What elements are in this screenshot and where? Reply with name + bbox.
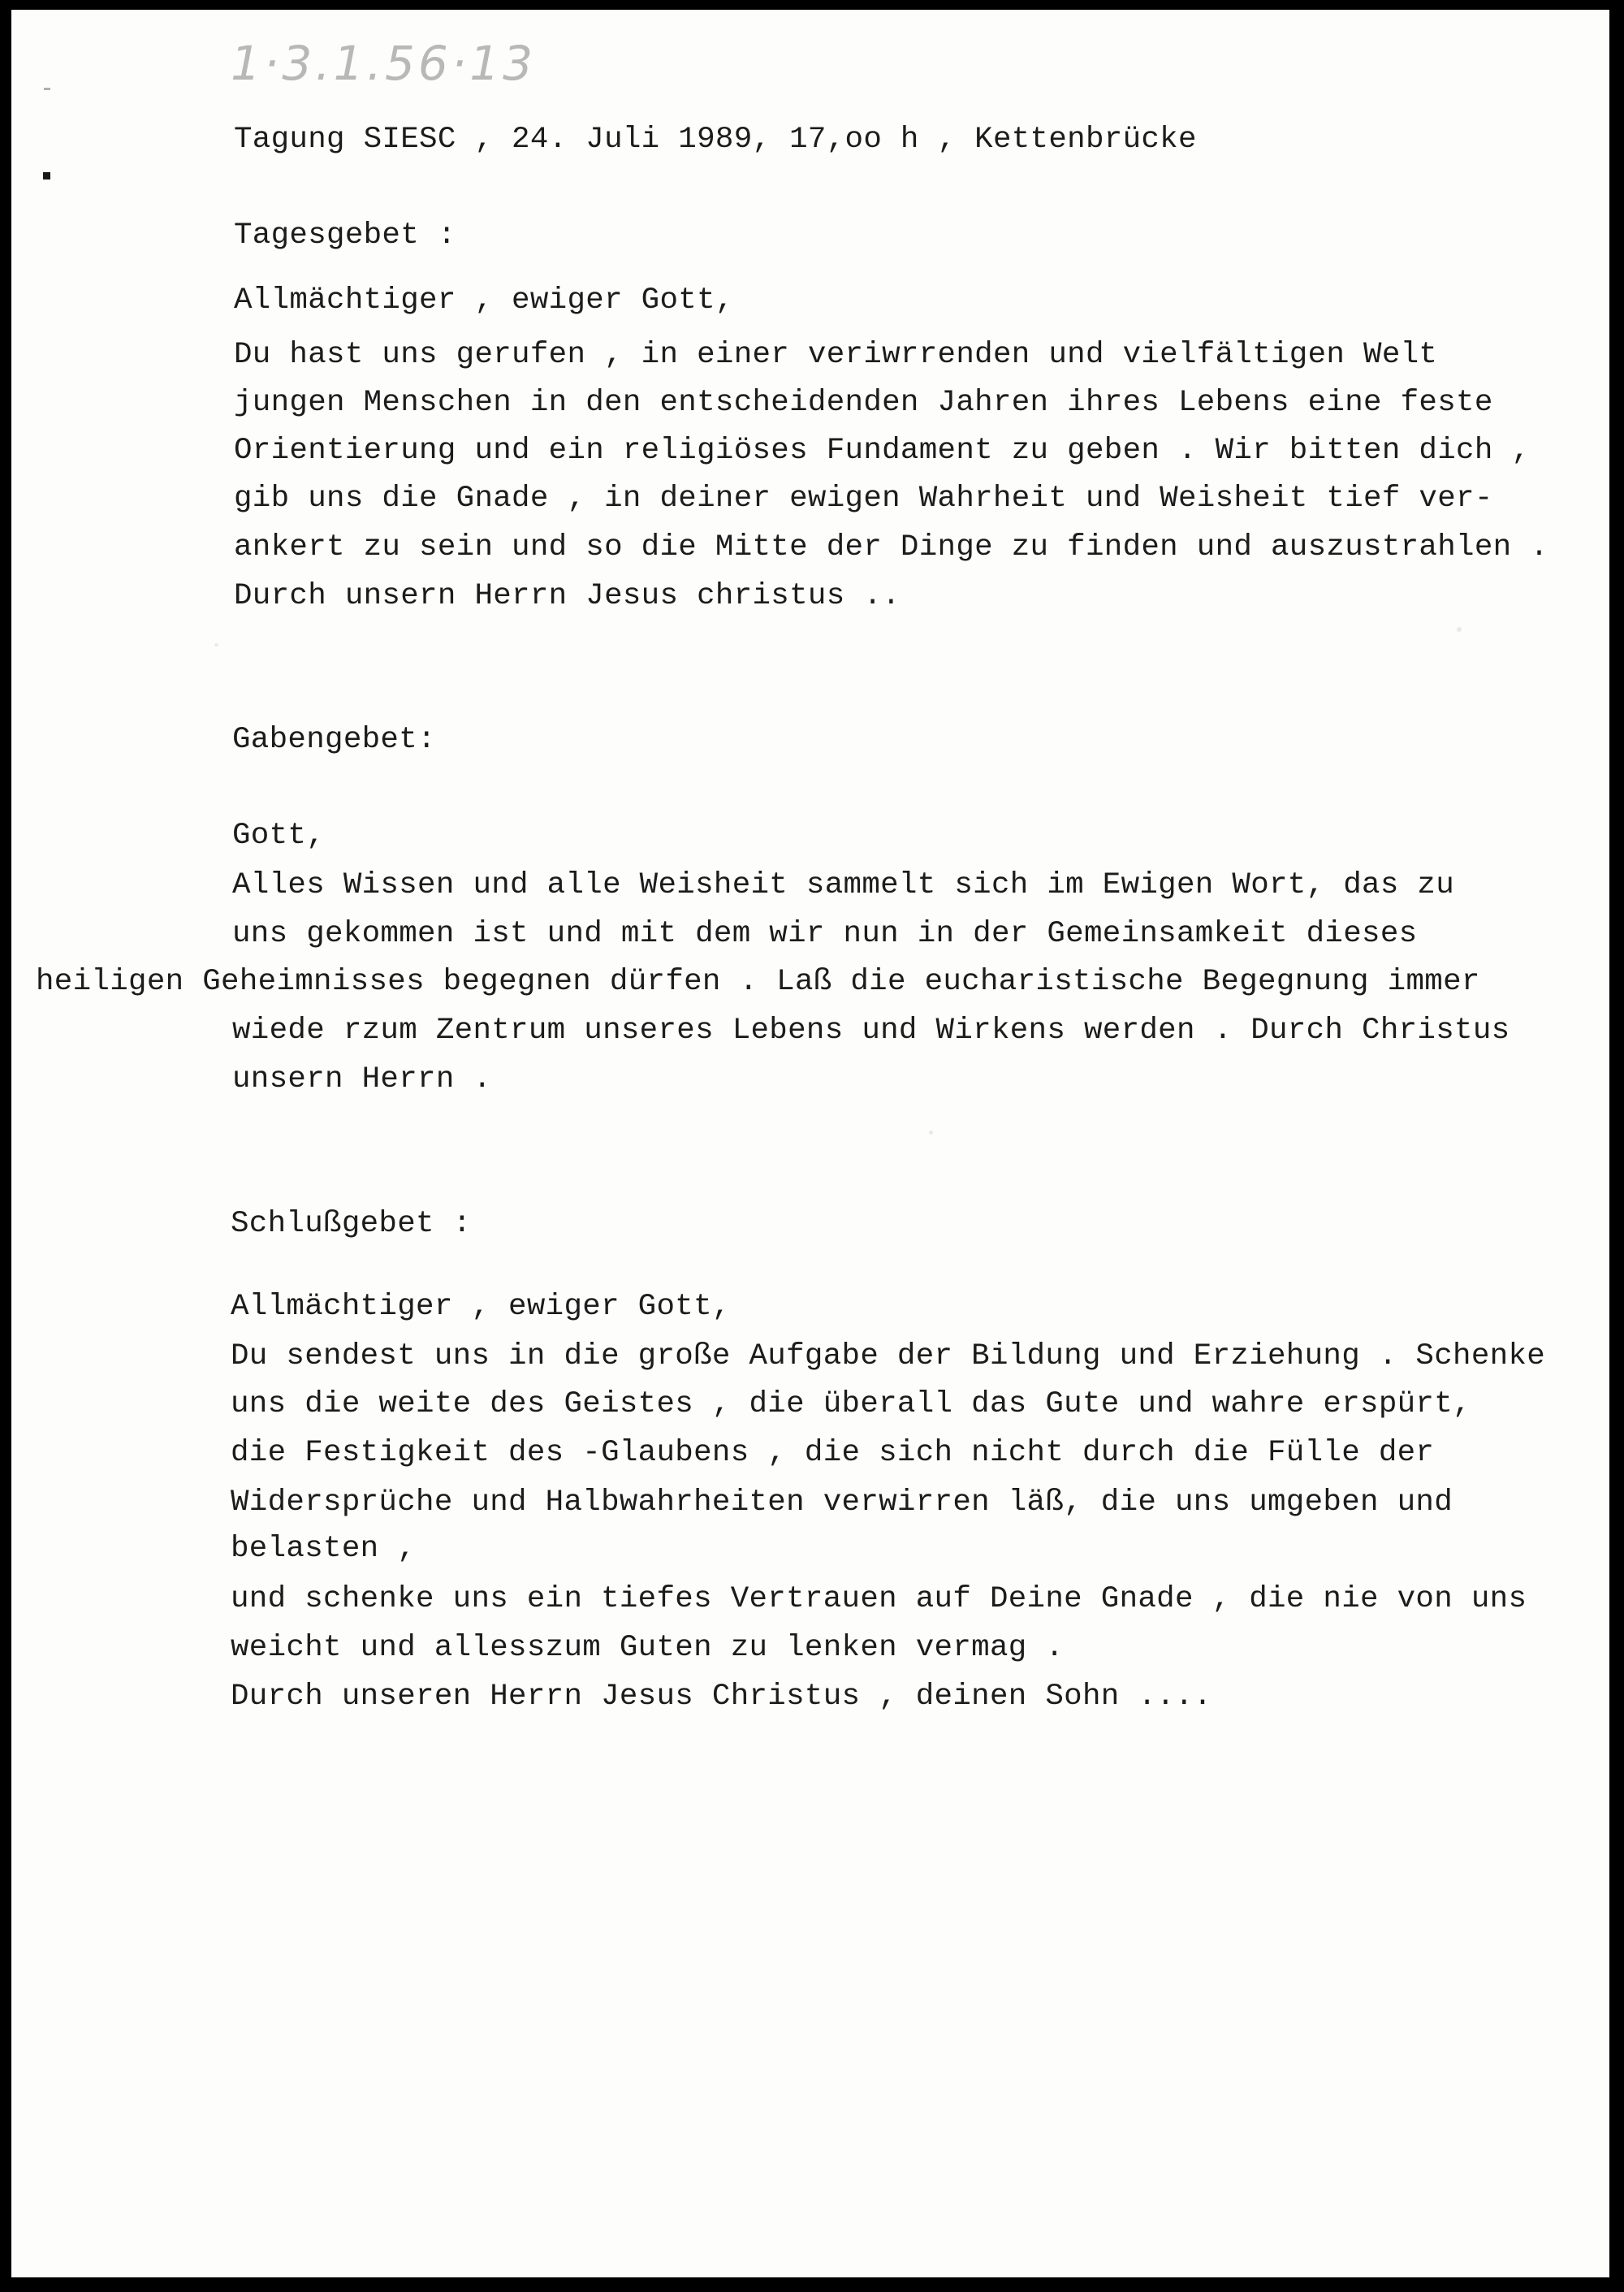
schlussgebet-line: die Festigkeit des -Glaubens , die sich nicht durch die Fülle der bbox=[231, 1436, 1435, 1470]
punch-mark bbox=[43, 172, 50, 179]
archive-reference-number: 1·3.1.56·13 bbox=[231, 36, 537, 91]
tagesgebet-line: Allmächtiger , ewiger Gott, bbox=[234, 283, 734, 318]
document-page bbox=[11, 10, 1609, 2277]
tagesgebet-line: ankert zu sein und so die Mitte der Dinge zu finden und auszustrahlen . bbox=[234, 530, 1549, 564]
document-header: Tagung SIESC , 24. Juli 1989, 17,oo h , Kettenbrücke bbox=[234, 123, 1197, 157]
schlussgebet-line: und schenke uns ein tiefes Vertrauen auf Deine Gnade , die nie von uns bbox=[231, 1582, 1527, 1616]
schlussgebet-line: Du sendest uns in die große Aufgabe der Bildung und Erziehung . Schenke bbox=[231, 1339, 1546, 1373]
gabengebet-line: uns gekommen ist und mit dem wir nun in der Gemeinsamkeit dieses bbox=[232, 917, 1418, 951]
tagesgebet-line: Durch unsern Herrn Jesus christus .. bbox=[234, 579, 901, 613]
gabengebet-line: unsern Herrn . bbox=[232, 1062, 492, 1096]
tagesgebet-line: gib uns die Gnade , in deiner ewigen Wahrheit und Weisheit tief ver- bbox=[234, 482, 1493, 516]
tagesgebet-line: Orientierung und ein religiöses Fundament zu geben . Wir bitten dich , bbox=[234, 434, 1531, 468]
paper-speck bbox=[214, 643, 218, 647]
schlussgebet-line: uns die weite des Geistes , die überall das Gute und wahre erspürt, bbox=[231, 1387, 1471, 1421]
paper-speck bbox=[1457, 627, 1462, 632]
tagesgebet-line: jungen Menschen in den entscheidenden Jahren ihres Lebens eine feste bbox=[234, 386, 1493, 420]
schlussgebet-line: Widersprüche und Halbwahrheiten verwirren läß, die uns umgeben und bbox=[231, 1485, 1453, 1520]
gabengebet-line: Alles Wissen und alle Weisheit sammelt sich im Ewigen Wort, das zu bbox=[232, 868, 1455, 902]
tagesgebet-heading: Tagesgebet : bbox=[234, 218, 456, 253]
gabengebet-line: heiligen Geheimnisses begegnen dürfen . Laß die eucharistische Begegnung immer bbox=[36, 965, 1480, 999]
schlussgebet-line: Durch unseren Herrn Jesus Christus , deinen Sohn .... bbox=[231, 1680, 1212, 1714]
schlussgebet-line: Allmächtiger , ewiger Gott, bbox=[231, 1290, 731, 1324]
gabengebet-line: Gott, bbox=[232, 819, 326, 853]
gabengebet-heading: Gabengebet: bbox=[232, 723, 436, 757]
schlussgebet-heading: Schlußgebet : bbox=[231, 1207, 472, 1241]
gabengebet-line: wiede rzum Zentrum unseres Lebens und Wirkens werden . Durch Christus bbox=[232, 1014, 1510, 1048]
margin-mark bbox=[44, 88, 50, 90]
tagesgebet-line: Du hast uns gerufen , in einer veriwrrenden und vielfältigen Welt bbox=[234, 338, 1438, 372]
schlussgebet-line: belasten , bbox=[231, 1532, 417, 1566]
schlussgebet-line: weicht und allesszum Guten zu lenken vermag . bbox=[231, 1631, 1065, 1665]
paper-speck bbox=[929, 1131, 933, 1135]
